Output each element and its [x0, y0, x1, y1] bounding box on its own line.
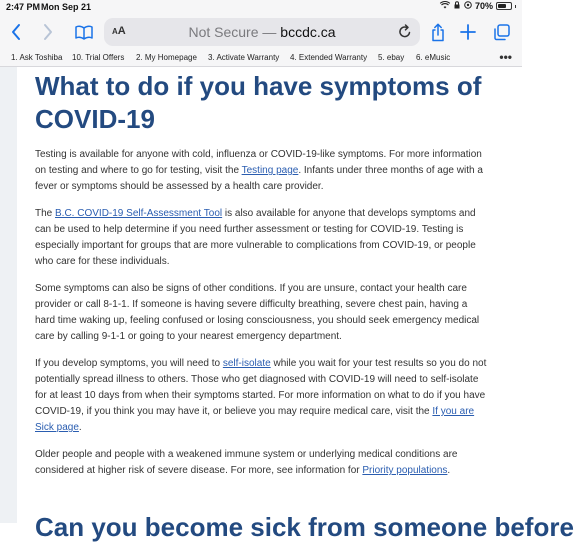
share-icon [431, 23, 445, 42]
plus-icon [460, 24, 476, 40]
paragraph-self-isolate [35, 356, 490, 436]
battery-level [498, 4, 506, 8]
chevron-left-icon [11, 24, 21, 40]
share-button[interactable] [428, 14, 448, 50]
bookmark-item[interactable]: 5. ebay [378, 53, 405, 62]
status-indicators [440, 1, 516, 11]
paragraph-higher-risk [35, 447, 490, 479]
status-bar [0, 0, 522, 14]
lock-rotation-icon [453, 1, 461, 11]
self-assessment-tool-link[interactable]: B.C. COVID-19 Self-Assessment Tool [55, 208, 223, 219]
new-tab-button[interactable] [458, 14, 478, 50]
priority-populations-link[interactable]: Priority populations [362, 465, 448, 476]
status-date: Mon Sep 21 [41, 2, 92, 12]
p4-text-b: while you wait for your test results so you do not potentially spread illness to others. Those who get diagnosed with COVID-19 will need to self-isolate for at least 10 days from when their symptoms started. For more information on what to do if you have COVID-19, if you think you may have it, or believe you may require medical care, visit the [35, 358, 487, 417]
if-you-are-sick-link[interactable]: If you are Sick page [35, 406, 475, 433]
bookmark-item[interactable]: 2. My Homepage [136, 53, 197, 62]
wifi-icon [440, 1, 450, 11]
p2-text-b: is also available for anyone that develops symptoms and can be used to help determine if you need further assessment or testing for COVID-19. Testing is especially important for groups that are more vulnerable to complications from COVID-19, or people who care for these individuals. [35, 208, 476, 267]
bookmark-item[interactable]: 6. eMusic [416, 53, 451, 62]
bookmark-item[interactable]: 10. Trial Offers [72, 53, 125, 62]
self-isolate-link[interactable]: self-isolate [222, 358, 271, 369]
battery-tip [515, 5, 516, 8]
p4-text-c: . [78, 422, 82, 433]
paragraph-other-conditions: Some symptoms can also be signs of other conditions. If you are unsure, contact your health care provider or call 8-1-1. If someone is having severe difficulty breathing, severe chest pain, having a hard time waking up, feeling confused or losing consciousness, you should seek emergency medical care by calling 9-1-1 or going to your nearest emergency department. [35, 283, 480, 342]
reader-options-button[interactable]: AA [112, 25, 126, 37]
paragraph-self-assessment [35, 206, 490, 270]
tabs-icon [493, 24, 510, 41]
bookmark-item[interactable]: 4. Extended Warranty [290, 53, 368, 62]
reload-button[interactable] [398, 24, 412, 44]
bookmark-item[interactable]: 3. Activate Warranty [208, 53, 280, 62]
page-heading: What to do if you have symptoms of COVID-19 [35, 71, 482, 134]
next-section-heading: Can you become sick from someone before [35, 512, 574, 542]
location-icon [464, 1, 472, 11]
testing-page-link[interactable]: Testing page [241, 165, 299, 176]
bookmarks-more-button[interactable]: ••• [499, 50, 512, 64]
battery-percent: 70% [474, 1, 493, 11]
address-bar[interactable] [104, 18, 420, 46]
p5-text-b: . [447, 465, 451, 476]
url-domain: bccdc.ca [280, 24, 336, 40]
p1-text-a: Testing is available for anyone with cold, influenza or COVID-19-like symptoms. For more information on testing and where to go for testing, visit the [35, 149, 482, 176]
bookmark-item[interactable]: 1. Ask Toshiba [11, 53, 63, 62]
status-time: 2:47 PM [6, 2, 41, 12]
page-content [0, 67, 574, 542]
not-secure-label: Not Secure — [188, 24, 277, 40]
bookmarks-button[interactable] [72, 14, 96, 50]
p5-text-a: Older people and people with a weakened immune system or underlying medical conditions are considered at higher risk of severe disease. For more, see information for [35, 449, 458, 476]
paragraph-testing [35, 147, 490, 195]
browser-chrome [0, 0, 522, 67]
p4-text-a: If you develop symptoms, you will need to [35, 358, 223, 369]
forward-button[interactable] [38, 14, 58, 50]
browser-toolbar [0, 14, 522, 50]
battery-icon [496, 2, 512, 10]
back-button[interactable] [6, 14, 26, 50]
p1-text-b: . Infants under three months of age with a fever or symptoms should be assessed by a health care provider. [35, 165, 483, 192]
tabs-overview-button[interactable] [490, 14, 512, 50]
url-text [104, 24, 420, 40]
page-sidebar-strip [0, 67, 17, 523]
chevron-right-icon [43, 24, 53, 40]
p2-text-a: The [35, 208, 56, 219]
bookmarks-bar [0, 50, 522, 66]
book-icon [75, 25, 93, 40]
reload-icon [398, 24, 412, 39]
